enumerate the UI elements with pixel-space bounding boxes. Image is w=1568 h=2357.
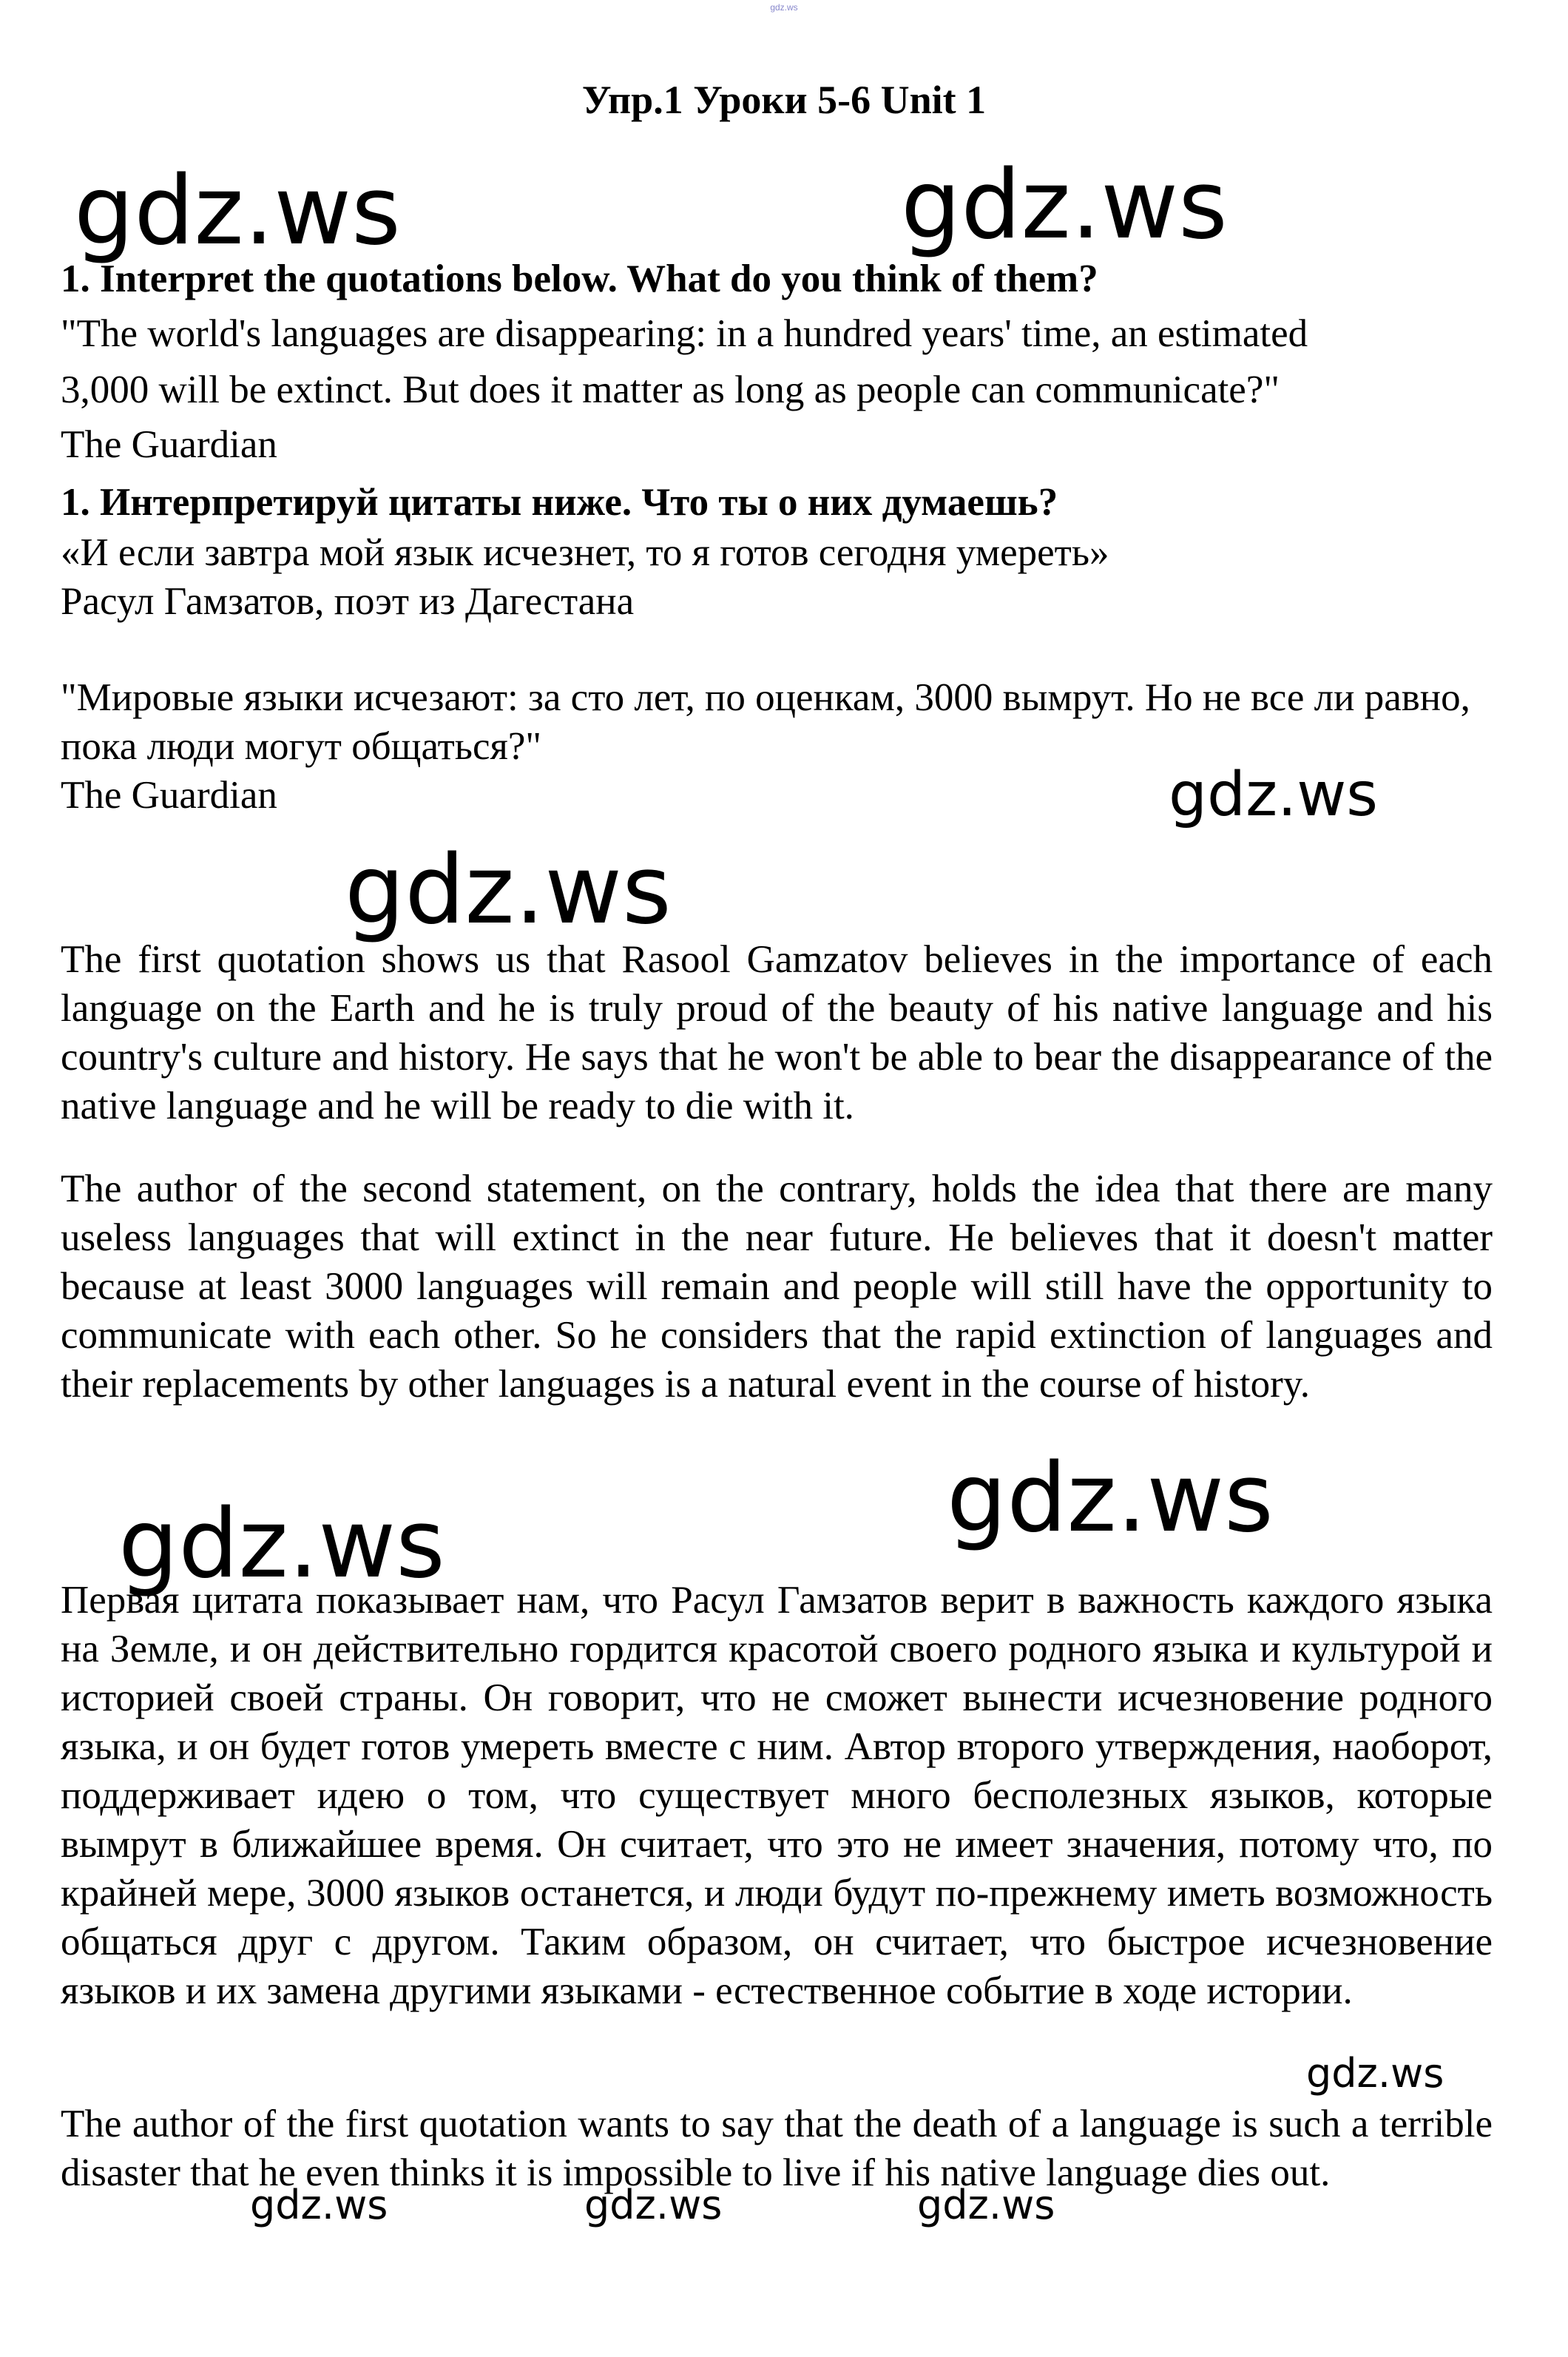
task-heading-en: 1. Interpret the quotations below. What do you think of them? (61, 257, 1098, 300)
quote-en-line-1: "The world's languages are disappearing: in a hundred years' time, an estimated (61, 312, 1308, 355)
answer-en-paragraph-2: The author of the second statement, on the contrary, holds the idea that there are many useless languages that will extinct in the near future. He believes that it doesn't matter because at least 3000 languages will remain and people will still have the opportunity to communicate with each other. So he considers that the rapid extinction of languages and their replacements by other languages is a natural event in the course of history. (61, 1167, 1493, 1406)
answer-ru-paragraph: Первая цитата показывает нам, что Расул Гамзатов верит в важность каждого языка на Земле, и он действительно гордится красотой своего родного языка и культурой и историей своей страны. Он говорит, что не сможет вынести исчезновение родного языка, и он будет готов умереть вместе с ним. Автор второго утверждения, наоборот, поддерживает идею о том, что существует много бесполезных языков, которые вымрут в ближайшее время. Он считает, что это не имеет значения, потому что, по крайней мере, 3000 языков останется, и люди будут по-прежнему иметь возможность общаться друг с другом. Таким образом, он считает, что быстрое исчезновение языков и их замена другими языками - естественное событие в ходе истории. (61, 1579, 1493, 2012)
watermark-logo: gdz.ws (345, 835, 672, 945)
page-title: Упр.1 Уроки 5-6 Unit 1 (581, 78, 987, 122)
answer-en-paragraph-1: The first quotation shows us that Rasool Gamzatov believes in the importance of each language on the Earth and he is truly proud of the beauty of his native language and his country's culture and history. He says that he won't be able to bear the disappearance of the native language and he will be ready to die with it. (61, 938, 1493, 1127)
quote-en-source: The Guardian (61, 423, 277, 466)
task-heading-ru: 1. Интерпретируй цитаты ниже. Что ты о них думаешь? (61, 481, 1058, 524)
top-watermark-mark: gdz.ws (770, 2, 798, 13)
watermark-logo: gdz.ws (947, 1443, 1274, 1554)
watermark-logo: gdz.ws (584, 2182, 723, 2228)
quote-ru-2: "Мировые языки исчезают: за сто лет, по оценкам, 3000 вымрут. Но не все ли равно, пока люди могут общаться?" (61, 676, 1470, 768)
quote-ru-1-author: Расул Гамзатов, поэт из Дагестана (61, 580, 635, 623)
watermark-logo: gdz.ws (74, 156, 401, 266)
watermark-logo: gdz.ws (1169, 760, 1378, 830)
quote-ru-2-source: The Guardian (61, 774, 277, 817)
watermark-logo: gdz.ws (250, 2182, 388, 2228)
answer-en-paragraph-3: The author of the first quotation wants to say that the death of a language is such a terrible disaster that he even thinks it is impossible to live if his native language dies out. (61, 2103, 1493, 2194)
watermark-logo: gdz.ws (917, 2182, 1055, 2228)
quote-en-line-2: 3,000 will be extinct. But does it matter as long as people can communicate?" (61, 368, 1280, 411)
watermark-logo: gdz.ws (118, 1489, 445, 1599)
watermark-logo: gdz.ws (1306, 2050, 1444, 2097)
quote-ru-1: «И если завтра мой язык исчезнет, то я готов сегодня умереть» (61, 531, 1109, 574)
watermark-logo: gdz.ws (901, 150, 1228, 260)
